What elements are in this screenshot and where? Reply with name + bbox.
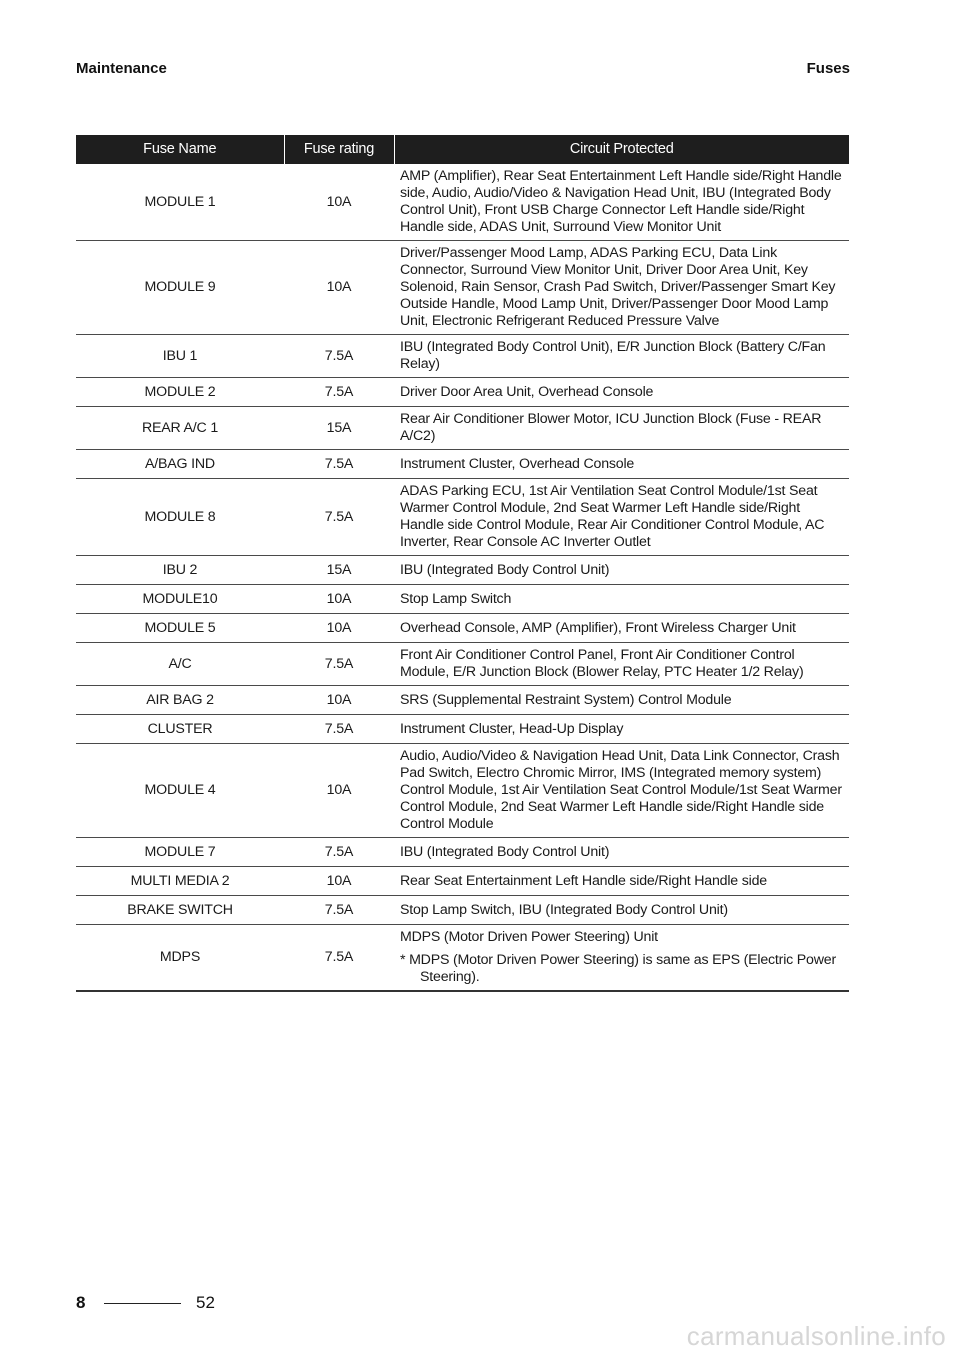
fuse-rating: 15A — [284, 556, 394, 585]
circuit-protected: Instrument Cluster, Head-Up Display — [394, 715, 849, 744]
page-number: 52 — [196, 1293, 215, 1312]
table-row — [76, 585, 849, 614]
fuse-rating: 7.5A — [284, 838, 394, 867]
fuse-name: MODULE 4 — [76, 744, 284, 838]
fuse-name: MODULE 7 — [76, 838, 284, 867]
fuse-name: AIR BAG 2 — [76, 686, 284, 715]
column-header-circuit-protected: Circuit Protected — [394, 135, 849, 164]
circuit-protected: Audio, Audio/Video & Navigation Head Unit, Data Link Connector, Crash Pad Switch, Electro Chromic Mirror, IMS (Integrated memory system) Control Module, 1st Air Ventilation Seat Control Module/1st Seat Warmer Control Module, 2nd Seat Warmer Left Handle side/Right Handle side Control Module — [394, 744, 849, 838]
table-row — [76, 744, 849, 838]
circuit-protected: Instrument Cluster, Overhead Console — [394, 450, 849, 479]
fuse-table — [76, 135, 849, 992]
fuse-name: REAR A/C 1 — [76, 407, 284, 450]
fuse-name: MDPS — [76, 925, 284, 992]
table-row — [76, 643, 849, 686]
circuit-protected: Front Air Conditioner Control Panel, Front Air Conditioner Control Module, E/R Junction Block (Blower Relay, PTC Heater 1/2 Relay) — [394, 643, 849, 686]
fuse-rating: 10A — [284, 686, 394, 715]
circuit-protected: Driver Door Area Unit, Overhead Console — [394, 378, 849, 407]
circuit-protected: Driver/Passenger Mood Lamp, ADAS Parking ECU, Data Link Connector, Surround View Monitor Unit, Driver Door Area Unit, Key Solenoid, Rain Sensor, Crash Pad Switch, Driver/Passenger Smart Key Outside Handle, Mood Lamp Unit, Driver/Passenger Door Mood Lamp Unit, Electronic Refrigerant Reduced Pressure Valve — [394, 241, 849, 335]
fuse-name: MODULE 8 — [76, 479, 284, 556]
fuse-name: A/BAG IND — [76, 450, 284, 479]
circuit-protected: Stop Lamp Switch — [394, 585, 849, 614]
table-row — [76, 479, 849, 556]
table-row — [76, 450, 849, 479]
fuse-rating: 10A — [284, 241, 394, 335]
table-row — [76, 715, 849, 744]
fuse-name: CLUSTER — [76, 715, 284, 744]
circuit-note: * MDPS (Motor Driven Power Steering) is same as EPS (Electric Power Steering). — [400, 952, 837, 985]
fuse-rating: 10A — [284, 164, 394, 241]
fuse-rating: 7.5A — [284, 643, 394, 686]
table-row — [76, 867, 849, 896]
table-row — [76, 378, 849, 407]
chapter-number: 8 — [76, 1293, 86, 1312]
fuse-rating: 15A — [284, 407, 394, 450]
fuse-name: IBU 1 — [76, 335, 284, 378]
fuse-rating: 7.5A — [284, 925, 394, 992]
circuit-protected: IBU (Integrated Body Control Unit) — [394, 556, 849, 585]
circuit-protected: IBU (Integrated Body Control Unit), E/R Junction Block (Battery C/Fan Relay) — [394, 335, 849, 378]
fuse-name: IBU 2 — [76, 556, 284, 585]
table-row — [76, 164, 849, 241]
circuit-protected: MDPS (Motor Driven Power Steering) Unit — [400, 929, 658, 945]
table-row — [76, 614, 849, 643]
fuse-rating: 10A — [284, 585, 394, 614]
table-row — [76, 335, 849, 378]
fuse-name: MODULE 5 — [76, 614, 284, 643]
fuse-rating: 7.5A — [284, 479, 394, 556]
fuse-rating: 7.5A — [284, 450, 394, 479]
fuse-rating: 10A — [284, 614, 394, 643]
circuit-protected: Rear Air Conditioner Blower Motor, ICU Junction Block (Fuse - REAR A/C2) — [394, 407, 849, 450]
section-title: Maintenance — [76, 60, 167, 77]
circuit-protected: Rear Seat Entertainment Left Handle side/Right Handle side — [394, 867, 849, 896]
fuse-name: MODULE 1 — [76, 164, 284, 241]
circuit-protected-cell — [394, 925, 849, 992]
fuse-rating: 7.5A — [284, 715, 394, 744]
fuse-rating: 7.5A — [284, 896, 394, 925]
fuse-name: MODULE 2 — [76, 378, 284, 407]
watermark: carmanualsonline.info — [686, 1321, 946, 1351]
fuse-rating: 7.5A — [284, 335, 394, 378]
circuit-protected: SRS (Supplemental Restraint System) Control Module — [394, 686, 849, 715]
table-row — [76, 686, 849, 715]
column-header-fuse-rating: Fuse rating — [284, 135, 394, 164]
table-row — [76, 556, 849, 585]
fuse-name: BRAKE SWITCH — [76, 896, 284, 925]
circuit-protected: Overhead Console, AMP (Amplifier), Front Wireless Charger Unit — [394, 614, 849, 643]
fuse-name: MODULE 9 — [76, 241, 284, 335]
fuse-rating: 7.5A — [284, 378, 394, 407]
fuse-rating: 10A — [284, 744, 394, 838]
footer-divider — [104, 1303, 181, 1304]
fuse-name: MULTI MEDIA 2 — [76, 867, 284, 896]
circuit-protected: ADAS Parking ECU, 1st Air Ventilation Seat Control Module/1st Seat Warmer Control Module, 2nd Seat Warmer Left Handle side/Right Handle side Control Module, Rear Air Conditioner Control Module, AC Inverter, Rear Console AC Inverter Outlet — [394, 479, 849, 556]
circuit-protected: Stop Lamp Switch, IBU (Integrated Body Control Unit) — [394, 896, 849, 925]
circuit-protected: AMP (Amplifier), Rear Seat Entertainment Left Handle side/Right Handle side, Audio, Audio/Video & Navigation Head Unit, IBU (Integrated Body Control Unit), Front USB Charge Connector Left Handle side/Right Handle side, ADAS Unit, Surround View Monitor Unit — [394, 164, 849, 241]
table-row — [76, 241, 849, 335]
table-header — [76, 135, 849, 164]
fuse-name: MODULE10 — [76, 585, 284, 614]
circuit-protected: IBU (Integrated Body Control Unit) — [394, 838, 849, 867]
table-row — [76, 896, 849, 925]
fuse-name: A/C — [76, 643, 284, 686]
topic-title: Fuses — [806, 60, 850, 77]
table-row — [76, 838, 849, 867]
table-row — [76, 407, 849, 450]
table-row — [76, 925, 849, 992]
fuse-rating: 10A — [284, 867, 394, 896]
column-header-fuse-name: Fuse Name — [76, 135, 284, 164]
